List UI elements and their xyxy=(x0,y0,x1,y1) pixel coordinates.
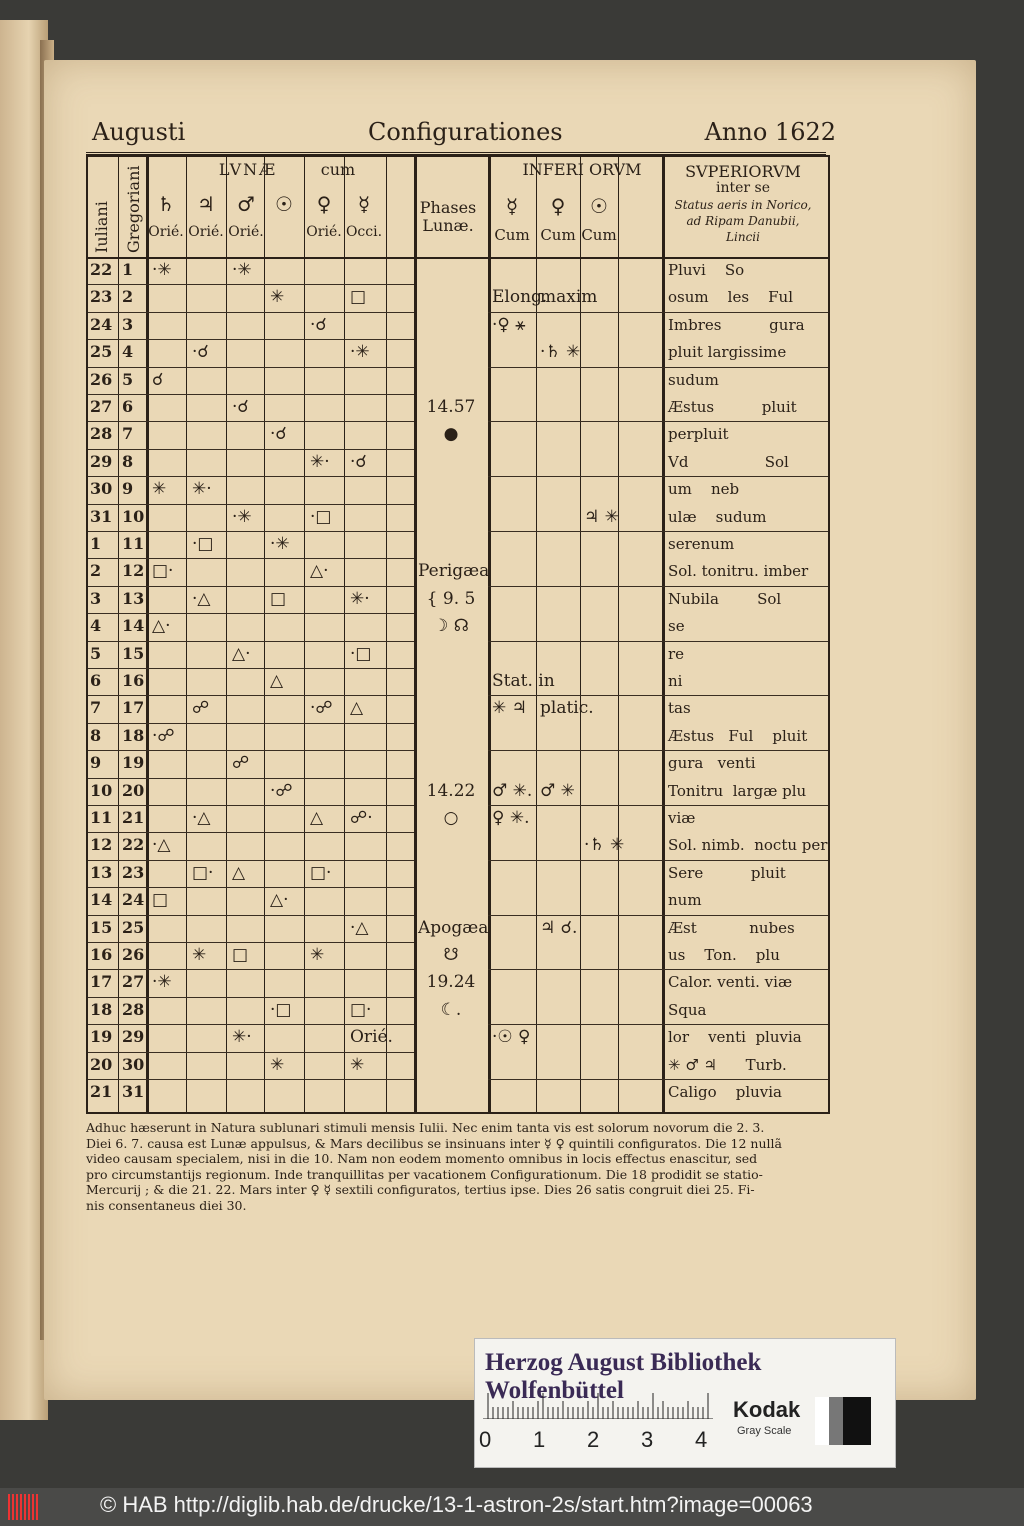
weather-note: perpluit xyxy=(668,425,729,444)
inferior-aspect: ·♀ ⚹ xyxy=(492,314,526,335)
ephemeris-table xyxy=(86,155,830,1114)
gregorian-day: 14 xyxy=(122,616,145,636)
julian-day: 25 xyxy=(90,342,113,362)
julian-day: 24 xyxy=(90,314,113,334)
note-line: nis consentaneus diei 30. xyxy=(86,1197,247,1213)
weather-note: Tonitru largæ plu xyxy=(668,781,807,800)
gregorian-day: 11 xyxy=(122,534,145,553)
inferior-aspect: ·♄ ✳ xyxy=(584,835,625,856)
row-rule xyxy=(488,586,828,587)
weather-note: gura venti xyxy=(668,754,756,773)
row-rule xyxy=(88,367,414,368)
julian-day: 26 xyxy=(90,369,113,389)
weather-note: pluit largissime xyxy=(668,343,787,362)
gregorian-day: 19 xyxy=(122,753,145,773)
lunar-aspect: ✳ xyxy=(270,287,285,308)
row-rule xyxy=(488,695,828,696)
row-rule xyxy=(488,421,828,422)
gregorian-day: 22 xyxy=(122,835,145,855)
row-rule xyxy=(88,887,414,888)
lunar-aspect: □· xyxy=(310,862,332,883)
gregorian-day: 30 xyxy=(122,1054,145,1074)
julian-header: Iuliani xyxy=(92,201,111,253)
gregorian-day: 9 xyxy=(122,479,134,499)
weather-note: osum les Ful xyxy=(668,288,793,307)
row-rule xyxy=(88,1052,414,1053)
lunar-aspect: △· xyxy=(232,643,251,664)
gregorian-day: 13 xyxy=(122,588,145,608)
row-rule xyxy=(488,750,828,751)
row-rule xyxy=(488,860,828,861)
julian-day: 2 xyxy=(90,561,102,581)
lunar-aspect: ☌ xyxy=(152,369,164,390)
weather-note: Sol. nimb. noctu per xyxy=(668,836,828,855)
row-rule xyxy=(488,312,828,313)
gregorian-day: 27 xyxy=(122,972,145,992)
weather-note: Pluvi So xyxy=(668,261,745,279)
row-rule xyxy=(88,476,414,477)
lunar-aspect: ·✳ xyxy=(152,260,172,280)
julian-day: 27 xyxy=(90,397,113,416)
row-rule xyxy=(88,641,414,642)
lunar-aspect: ✳· xyxy=(232,1027,252,1048)
lunar-aspect: □ xyxy=(350,287,367,308)
julian-day: 18 xyxy=(90,999,113,1019)
lunar-phase: ● xyxy=(443,424,459,445)
lunar-phase: ☽ ☊ xyxy=(433,616,469,637)
weather-note: Æstus Ful pluit xyxy=(668,726,808,745)
inferior-aspect: platic. xyxy=(540,698,594,719)
julian-day: 22 xyxy=(90,260,113,279)
weather-note: sudum xyxy=(668,370,719,389)
lunar-aspect: ·✳ xyxy=(152,972,172,993)
inferior-aspect: ·☉ ♀ xyxy=(492,1027,531,1048)
gregorian-day: 25 xyxy=(122,917,145,937)
gregorian-day: 12 xyxy=(122,561,145,581)
footer-bar xyxy=(0,1488,1024,1526)
lunar-aspect: ·☍ xyxy=(152,725,175,746)
planet-symbol: ☿ xyxy=(357,192,371,216)
planet-label: Orié. xyxy=(306,224,342,240)
julian-day: 4 xyxy=(90,616,102,636)
julian-day: 28 xyxy=(90,424,113,444)
inferior-aspect: ♀ ✳. xyxy=(492,808,530,828)
gregorian-day: 3 xyxy=(122,314,134,334)
library-title: Herzog August Bibliothek Wolfenbüttel xyxy=(485,1349,762,1404)
julian-day: 12 xyxy=(90,835,113,855)
lunar-phase: ☋ xyxy=(443,945,459,965)
weather-note: Imbres gura xyxy=(668,315,805,334)
kodak-logo: Kodak xyxy=(733,1397,801,1422)
planet-symbol: ♂ xyxy=(237,192,255,216)
lunar-aspect: ✳· xyxy=(192,479,212,500)
lunar-aspect: △· xyxy=(152,616,171,637)
header-separator xyxy=(88,257,828,259)
julian-day: 1 xyxy=(90,534,102,553)
lunae-header: LVNÆ xyxy=(218,160,278,179)
inferiorum-header: INFERI ORVM xyxy=(522,160,642,179)
lunar-aspect: ·□ xyxy=(270,999,292,1020)
julian-day: 31 xyxy=(90,506,113,526)
ruler-number: 3 xyxy=(641,1427,654,1452)
lunar-aspect: ·△ xyxy=(192,588,211,609)
planet-symbol: ♀ xyxy=(316,192,332,216)
note-line: Mercurij ; & die 21. 22. Mars inter ♀ ☿ sextili configuratos, tertius ipse. Dies 26 satis congruit diei 25. Fi- xyxy=(86,1182,755,1198)
hab-logo-icon xyxy=(8,1494,44,1520)
gregorian-day: 5 xyxy=(122,369,134,389)
julian-day: 21 xyxy=(90,1082,113,1101)
row-rule xyxy=(88,668,414,669)
row-rule xyxy=(88,613,414,614)
lunar-aspect: △· xyxy=(270,890,289,911)
row-rule xyxy=(88,750,414,751)
row-rule xyxy=(88,805,414,806)
running-head-year xyxy=(705,118,836,152)
planet-symbol: ☉ xyxy=(275,192,293,216)
inferior-aspect: Stat. in xyxy=(492,671,555,691)
row-rule xyxy=(88,586,414,587)
status-header-1: Status aeris in Norico, xyxy=(674,198,812,212)
lunar-aspect: ☍ xyxy=(192,698,210,719)
julian-day: 10 xyxy=(90,780,113,800)
lunar-aspect: □· xyxy=(350,999,372,1020)
row-rule xyxy=(88,969,414,970)
row-rule xyxy=(488,367,828,368)
superiorum-sub: inter se xyxy=(715,180,771,196)
year-prefix: Anno xyxy=(704,118,775,146)
row-rule xyxy=(88,832,414,833)
row-rule xyxy=(488,641,828,642)
weather-note: re xyxy=(668,644,685,663)
weather-note: ulæ sudum xyxy=(668,507,767,526)
inferior-aspect: Elong. xyxy=(492,287,548,308)
julian-day: 7 xyxy=(90,698,102,718)
gray-patch xyxy=(815,1397,871,1445)
lunar-aspect: □ xyxy=(270,588,287,609)
phases-header: Phases Lunæ. xyxy=(419,198,477,235)
inferior-aspect: ✳ ♃ xyxy=(492,698,527,719)
gregorian-day: 31 xyxy=(122,1082,145,1101)
ruler-number: 4 xyxy=(695,1427,708,1452)
lunar-aspect: △ xyxy=(310,808,324,828)
scale-ruler xyxy=(483,1389,713,1419)
lunar-aspect: ·□ xyxy=(192,534,214,554)
julian-day: 8 xyxy=(90,725,102,745)
lunar-aspect: ·△ xyxy=(350,917,369,938)
julian-day: 16 xyxy=(90,945,113,964)
weather-note: se xyxy=(668,617,685,636)
row-rule xyxy=(88,339,414,340)
row-rule xyxy=(88,915,414,916)
ruler-number: 1 xyxy=(533,1427,546,1452)
lunar-phase: Perigæa xyxy=(418,561,490,582)
planet-symbol: ♄ xyxy=(157,192,175,216)
row-rule xyxy=(88,778,414,779)
lunar-phase: 19.24 xyxy=(426,972,476,993)
lunar-aspect: ✳ xyxy=(270,1054,285,1075)
lunar-aspect: ☍ xyxy=(232,753,250,774)
lunar-aspect: ·☌ xyxy=(232,397,249,417)
lunar-aspect: ·△ xyxy=(152,835,171,856)
lunar-aspect: ·△ xyxy=(192,808,211,828)
lunar-aspect: □· xyxy=(152,561,174,582)
planet-symbol: ♀ xyxy=(550,194,566,218)
running-head-month: Augusti xyxy=(92,118,186,146)
color-calibration-card xyxy=(474,1338,896,1468)
gregorian-day: 8 xyxy=(122,451,134,471)
planet-symbol: ♃ xyxy=(197,192,215,216)
julian-day: 11 xyxy=(90,808,113,827)
weather-note: viæ xyxy=(668,809,696,827)
lunar-aspect: ·☍ xyxy=(270,780,293,801)
gregorian-day: 20 xyxy=(122,780,145,800)
row-rule xyxy=(488,969,828,970)
inferior-aspect: maxim xyxy=(540,287,598,308)
inferior-aspect: ♂ ✳ xyxy=(540,780,575,801)
weather-note: ni xyxy=(668,672,683,690)
gregorian-day: 23 xyxy=(122,862,145,882)
gregorian-day: 15 xyxy=(122,643,145,663)
superiorum-header: SVPERIORVM xyxy=(685,162,801,181)
note-line: Adhuc hæserunt in Natura sublunari stimuli mensis Iulii. Nec enim tanta vis est solorum novorum die 2. 3. xyxy=(86,1120,765,1135)
planet-label: Occi. xyxy=(345,224,383,240)
gregorian-header: Gregoriani xyxy=(124,165,143,253)
row-rule xyxy=(488,476,828,477)
julian-day: 23 xyxy=(90,287,113,307)
row-rule xyxy=(488,531,828,532)
weather-note: Sol. tonitru. imber xyxy=(668,562,809,581)
lunar-phase: Apogæa xyxy=(418,917,489,938)
lunar-aspect: ·☍ xyxy=(310,698,333,719)
lunar-aspect: ✳ xyxy=(350,1054,365,1075)
inferior-aspect: ·♄ ✳ xyxy=(540,342,581,363)
row-rule xyxy=(488,1024,828,1025)
lunar-aspect: ✳· xyxy=(350,588,370,609)
row-rule xyxy=(88,394,414,395)
row-rule xyxy=(88,723,414,724)
gregorian-day: 29 xyxy=(122,1027,145,1047)
weather-note: Æst nubes xyxy=(668,918,795,937)
gregorian-day: 28 xyxy=(122,999,145,1019)
lunar-phase: { 9. 5 xyxy=(426,588,476,609)
lunar-aspect: △ xyxy=(350,698,364,719)
weather-note: num xyxy=(668,891,702,910)
julian-day: 6 xyxy=(90,671,102,690)
row-rule xyxy=(88,942,414,943)
row-rule xyxy=(88,531,414,532)
julian-day: 29 xyxy=(90,451,113,471)
weather-note: Æstus pluit xyxy=(668,398,797,416)
row-rule xyxy=(88,558,414,559)
planet-label: Orié. xyxy=(188,224,224,240)
year-value: 1622 xyxy=(774,118,836,146)
lunae-cum: cum xyxy=(320,160,356,179)
julian-day: 15 xyxy=(90,917,113,937)
row-rule xyxy=(88,504,414,505)
row-rule xyxy=(88,997,414,998)
weather-note: ✳ ♂ ♃ Turb. xyxy=(668,1055,787,1074)
lunar-aspect: ☍· xyxy=(350,808,373,828)
planet-symbol: ☉ xyxy=(590,194,608,218)
row-rule xyxy=(88,284,414,285)
lunar-aspect: ✳ xyxy=(192,945,207,965)
julian-day: 19 xyxy=(90,1027,113,1047)
lunar-aspect: ·□ xyxy=(310,506,332,527)
gregorian-day: 6 xyxy=(122,397,134,416)
gray-scale-label: Gray Scale xyxy=(737,1425,792,1437)
planet-symbol: ☿ xyxy=(505,194,519,218)
weather-note: Squa xyxy=(668,1000,707,1019)
copyright-url[interactable]: © HAB http://diglib.hab.de/drucke/13-1-astron-2s/start.htm?image=00063 xyxy=(100,1492,813,1517)
julian-day: 30 xyxy=(90,479,113,499)
lunar-aspect: ·☌ xyxy=(310,314,327,335)
gregorian-day: 1 xyxy=(122,260,134,279)
julian-day: 17 xyxy=(90,972,113,992)
planet-label: Cum xyxy=(581,226,617,244)
planet-label: Orié. xyxy=(228,224,264,240)
ruler-number: 2 xyxy=(587,1427,600,1452)
inferior-aspect: ♃ ✳ xyxy=(584,506,619,527)
lunar-phase: ○ xyxy=(443,808,459,828)
gregorian-day: 17 xyxy=(122,698,145,718)
lunar-aspect: ✳· xyxy=(310,451,330,472)
lunar-phase: 14.22 xyxy=(426,780,476,801)
gregorian-day: 4 xyxy=(122,342,134,362)
lunar-aspect: ✳ xyxy=(152,479,167,500)
gregorian-day: 10 xyxy=(122,506,145,526)
row-rule xyxy=(488,915,828,916)
lunar-aspect: □ xyxy=(232,945,249,965)
weather-note: serenum xyxy=(668,535,735,553)
row-rule xyxy=(88,312,414,313)
ruler-number: 0 xyxy=(479,1427,492,1452)
row-rule xyxy=(88,860,414,861)
weather-note: Sere pluit xyxy=(668,863,786,882)
lunar-aspect: ·✳ xyxy=(232,506,252,527)
column-rule xyxy=(414,157,417,1112)
gregorian-day: 24 xyxy=(122,890,145,910)
lunar-aspect: △ xyxy=(270,671,284,691)
row-rule xyxy=(88,449,414,450)
lunar-aspect: ·✳ xyxy=(350,342,370,363)
planet-label: Cum xyxy=(494,226,530,244)
row-rule xyxy=(88,1079,414,1080)
status-header-2: ad Ripam Danubii, xyxy=(686,214,800,228)
gregorian-day: 2 xyxy=(122,287,134,307)
lunar-aspect: ·☌ xyxy=(192,342,209,363)
lunar-aspect: ·✳ xyxy=(232,260,252,280)
row-rule xyxy=(88,421,414,422)
row-rule xyxy=(488,805,828,806)
running-head-title: Configurationes xyxy=(368,118,563,146)
weather-note: us Ton. plu xyxy=(668,946,780,964)
note-line: pro circumstantijs regionum. Inde tranquillitas per vacationem Configurationum. Die 18 prodidit se statio- xyxy=(86,1166,763,1182)
lunar-aspect: △ xyxy=(232,862,246,883)
note-line: video causam specialem, nisi in die 10. Nam non eodem momento omnibus in locis effectus enascitur, sed xyxy=(86,1151,758,1167)
julian-day: 14 xyxy=(90,890,113,910)
row-rule xyxy=(88,695,414,696)
julian-day: 9 xyxy=(90,753,102,773)
weather-note: Nubila Sol xyxy=(668,589,782,608)
lunar-aspect: Orié. xyxy=(350,1027,393,1048)
lunar-aspect: ✳ xyxy=(310,945,325,965)
lunar-phase: 14.57 xyxy=(426,397,476,417)
julian-day: 13 xyxy=(90,862,113,882)
weather-note: Vd Sol xyxy=(668,452,789,471)
lunar-aspect: ·✳ xyxy=(270,534,290,554)
gregorian-day: 21 xyxy=(122,808,145,827)
weather-note: um neb xyxy=(668,480,740,499)
julian-day: 20 xyxy=(90,1054,113,1074)
lunar-phase: ☾. xyxy=(440,999,462,1020)
commentary-notes xyxy=(86,1120,826,1214)
inferior-aspect: ♂ ✳. xyxy=(492,780,533,801)
note-line: Diei 6. 7. causa est Lunæ appulsus, & Mars decilibus se insinuans inter ☿ ♀ quintili configuratos. Die 12 nullã xyxy=(86,1135,782,1151)
row-rule xyxy=(488,1079,828,1080)
weather-note: tas xyxy=(668,699,691,718)
planet-label: Orié. xyxy=(148,224,184,240)
gregorian-day: 18 xyxy=(122,725,145,745)
lunar-aspect: □· xyxy=(192,862,214,883)
row-rule xyxy=(88,1024,414,1025)
gregorian-day: 7 xyxy=(122,424,134,444)
lunar-aspect: ·☌ xyxy=(270,424,287,445)
gregorian-day: 16 xyxy=(122,671,145,690)
weather-note: lor venti pluvia xyxy=(668,1028,802,1047)
status-header-3: Lincii xyxy=(726,230,760,244)
lunar-aspect: ·□ xyxy=(350,643,372,664)
weather-note: Caligo pluvia xyxy=(668,1083,782,1101)
lunar-aspect: △· xyxy=(310,561,329,582)
weather-note: Calor. venti. viæ xyxy=(668,973,793,992)
julian-day: 3 xyxy=(90,588,102,608)
lunar-aspect: ·☌ xyxy=(350,451,367,472)
inferior-aspect: ♃ ☌. xyxy=(540,917,578,938)
planet-label: Cum xyxy=(540,226,576,244)
gregorian-day: 26 xyxy=(122,945,145,964)
lunar-aspect: □ xyxy=(152,890,169,911)
julian-day: 5 xyxy=(90,643,102,663)
